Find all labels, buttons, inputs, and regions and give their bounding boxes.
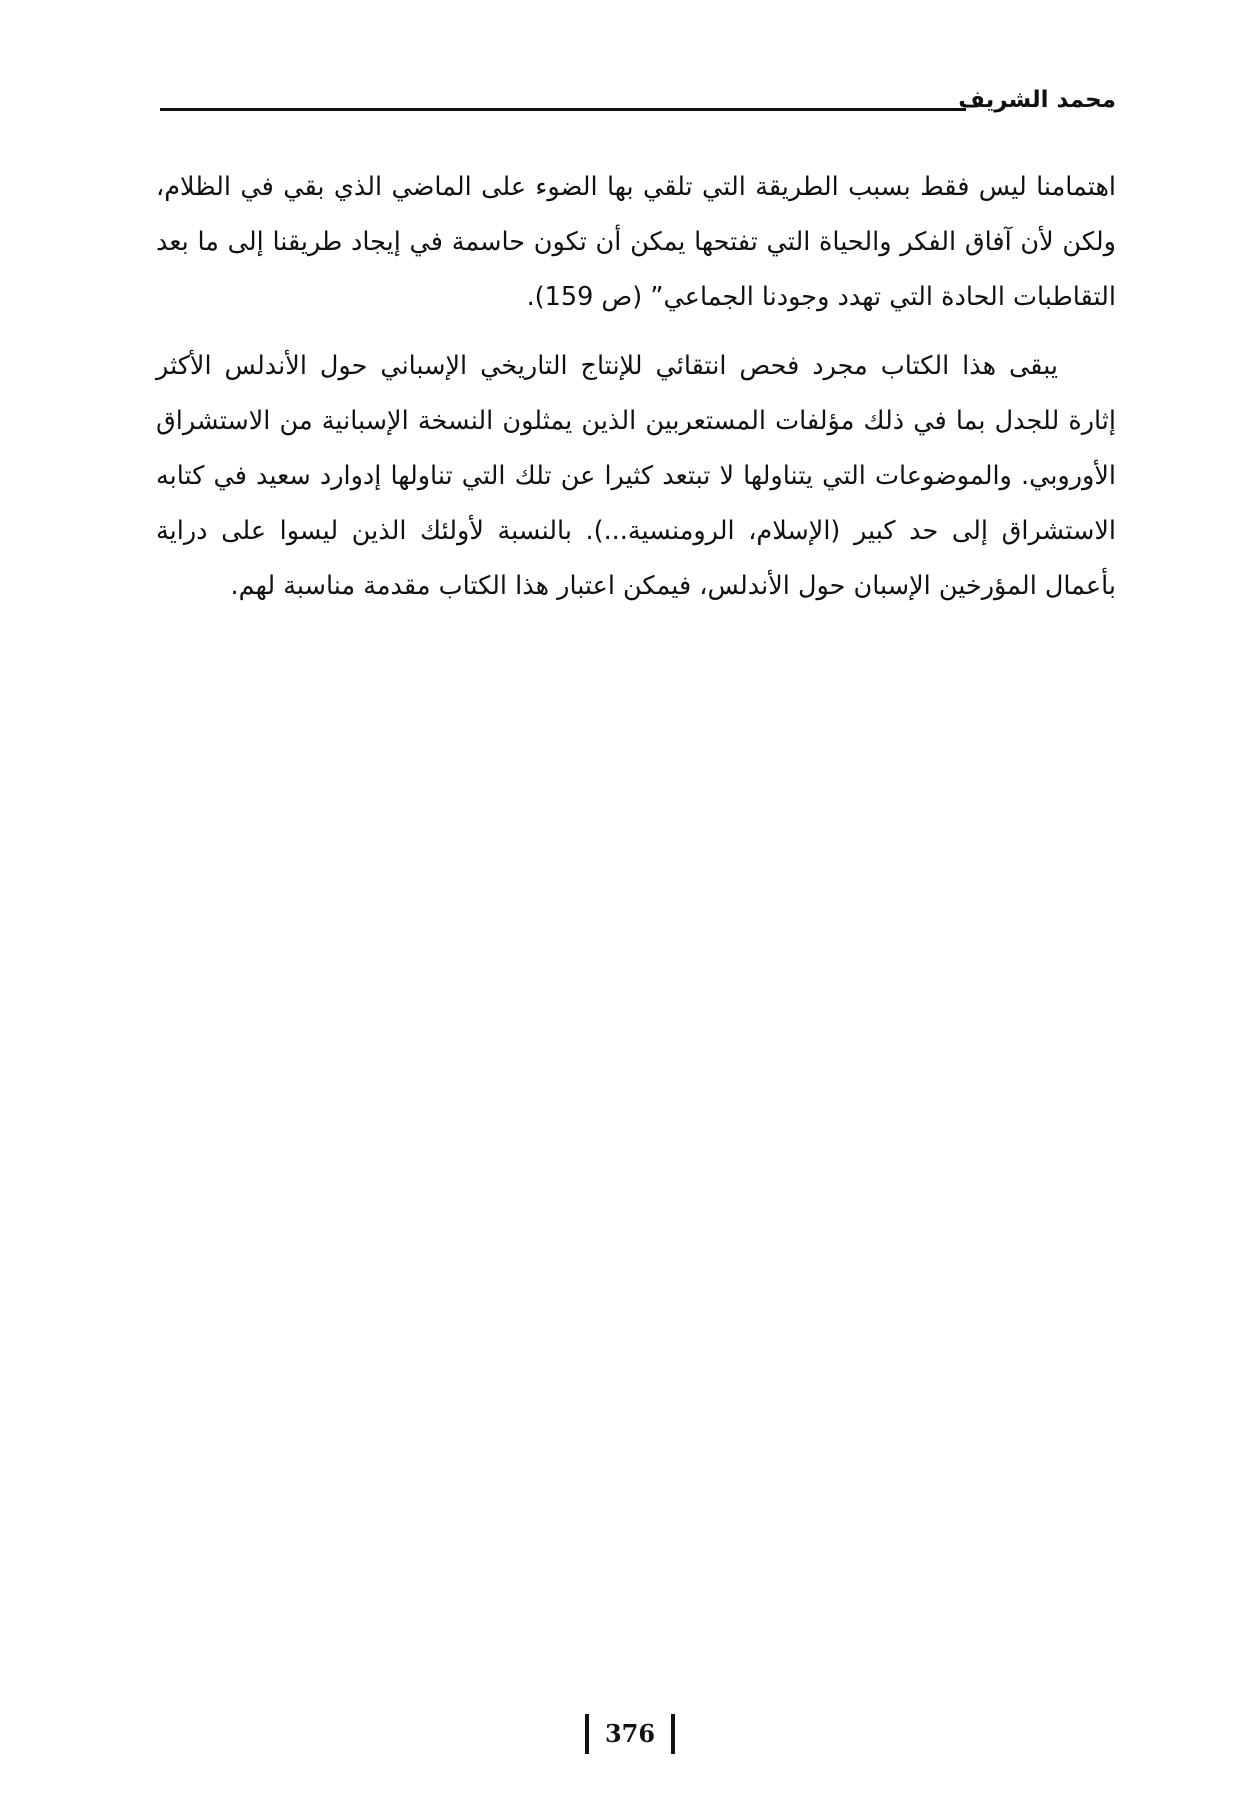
header-author-name: محمد الشريف xyxy=(958,87,1116,113)
running-header xyxy=(160,84,1116,120)
header-rule xyxy=(160,108,966,111)
paragraph-quote-continuation: اهتمامنا ليس فقط بسبب الطريقة التي تلقي بها الضوء على الماضي الذي بقي في الظلام، ولكن لأن آفاق الفكر والحياة التي تفتحها يمكن أن تكون حاسمة في إيجاد طريقنا إلى ما بعد التقاطبات الحادة التي تهدد وجودنا الجماعي” (ص 159). xyxy=(156,172,1116,312)
page-number: 376 xyxy=(585,1714,675,1754)
body-text xyxy=(156,160,1116,628)
paragraph-book-assessment: يبقى هذا الكتاب مجرد فحص انتقائي للإنتاج التاريخي الإسباني حول الأندلس الأكثر إثارة للجدل بما في ذلك مؤلفات المستعربين الذين يمثلون النسخة الإسبانية من الاستشراق الأوروبي. والموضوعات التي يتناولها لا تبتعد كثيرا عن تلك التي تناولها إدوارد سعيد في كتابه الاستشراق إلى حد كبير (الإسلام، الرومنسية...). بالنسبة لأولئك الذين ليسوا على دراية بأعمال المؤرخين الإسبان حول الأندلس، فيمكن اعتبار هذا الكتاب مقدمة مناسبة لهم. xyxy=(156,351,1116,601)
page-footer xyxy=(0,1714,1260,1754)
